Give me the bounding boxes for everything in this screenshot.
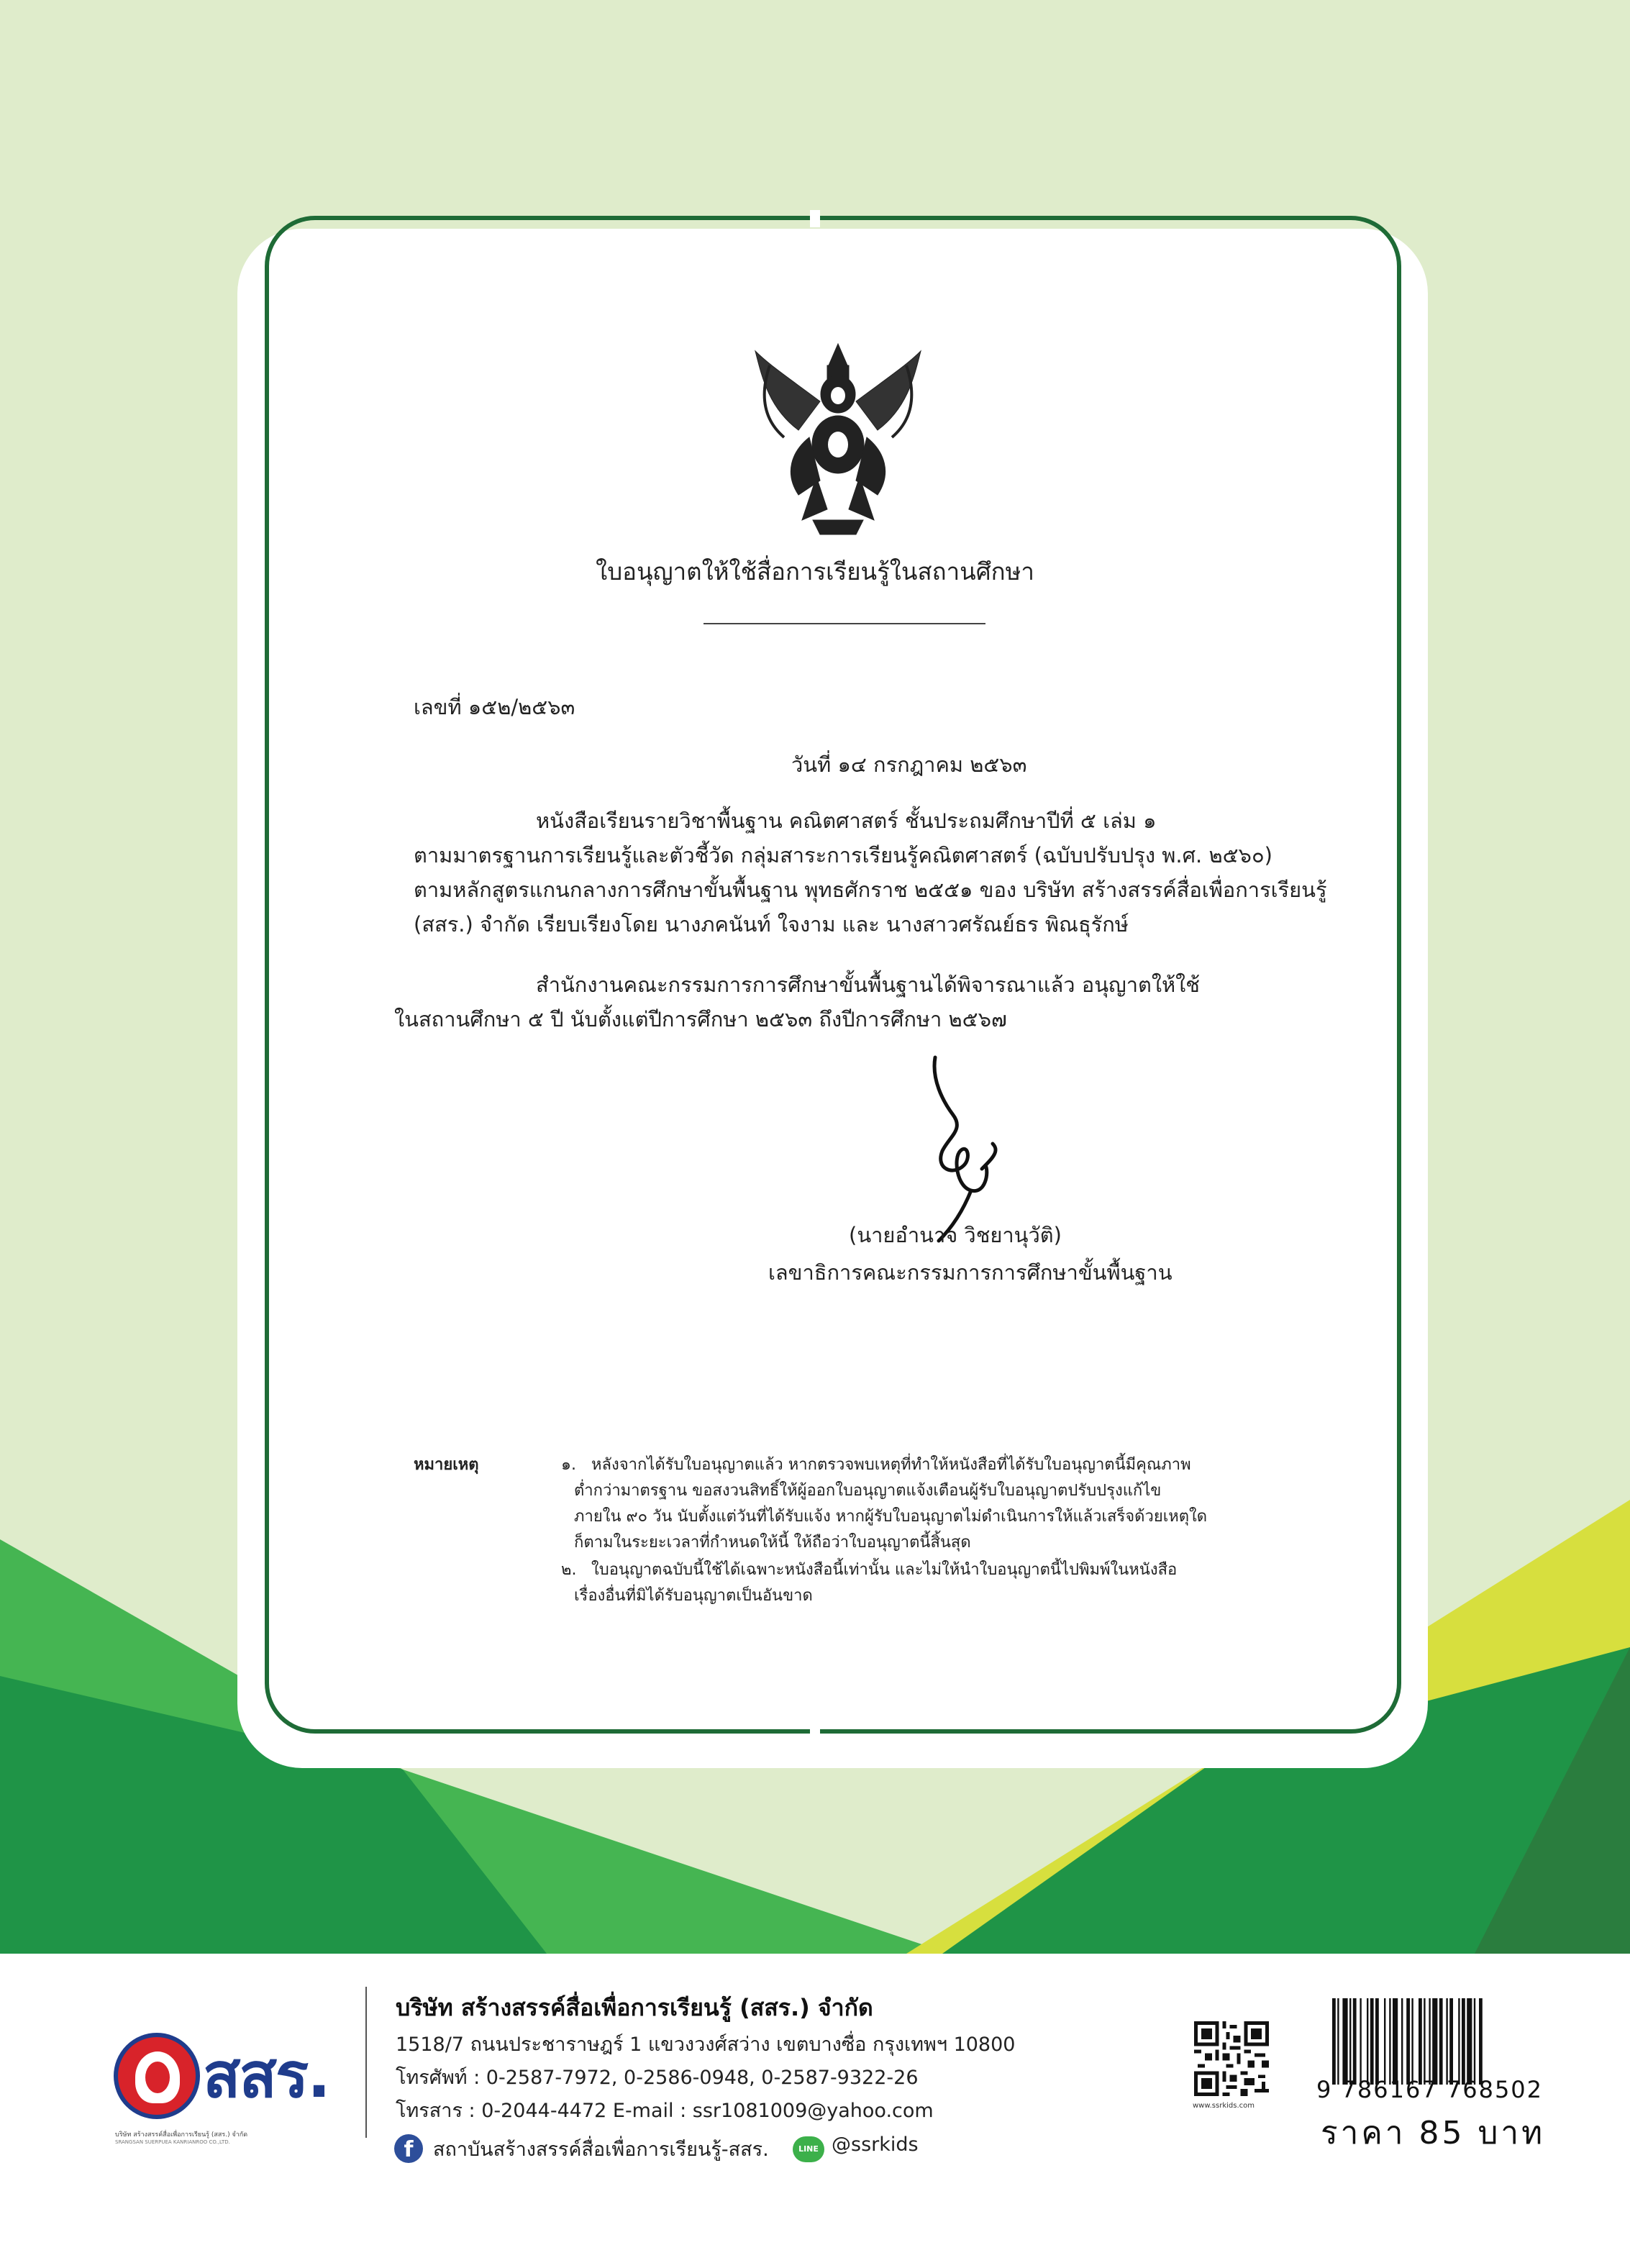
publisher-logo-icon <box>114 2033 200 2119</box>
line-id: @ssrkids <box>832 2133 919 2156</box>
barcode-bar <box>1353 1998 1357 2085</box>
signer-title: เลขาธิการคณะกรรมการการศึกษาขั้นพื้นฐาน <box>768 1260 1173 1285</box>
note-label: หมายเหตุ <box>414 1456 479 1474</box>
barcode-bar <box>1401 1998 1403 2085</box>
facebook-icon: f <box>394 2134 423 2163</box>
document-title: ใบอนุญาตให้ใช้สื่อการเรียนรู้ในสถานศึกษา <box>596 557 1034 586</box>
note-line: หลังจากได้รับใบอนุญาตแล้ว หากตรวจพบเหตุที่ทำให้หนังสือที่ได้รับใบอนุญาตนี้มีคุณภาพ <box>591 1456 1191 1474</box>
note-line: ภายใน ๙๐ วัน นับตั้งแต่วันที่ได้รับแจ้ง หากผู้รับใบอนุญาตไม่ดำเนินการให้แล้วเสร็จด้วยเหตุใด <box>574 1508 1208 1526</box>
book-price: ราคา 85 บาท <box>1321 2115 1546 2151</box>
isbn-number: 9 786167 768502 <box>1316 2076 1544 2103</box>
barcode-bar <box>1424 1998 1425 2085</box>
barcode-bar <box>1446 1998 1447 2085</box>
paragraph1-line: ตามมาตรฐานการเรียนรู้และตัวชี้วัด กลุ่มสาระการเรียนรู้คณิตศาสตร์ (ฉบับปรับปรุง พ.ศ. ๒๕๖๐) <box>414 843 1272 867</box>
isbn-barcode <box>1329 1998 1535 2085</box>
document-number: เลขที่ ๑๕๒/๒๕๖๓ <box>414 695 575 719</box>
barcode-bar <box>1474 1998 1475 2085</box>
barcode-bar <box>1479 1998 1483 2085</box>
note-number: ๑. <box>561 1456 576 1474</box>
barcode-bar <box>1349 1998 1351 2085</box>
barcode-bar <box>1375 1998 1379 2085</box>
barcode-bar <box>1393 1998 1398 2085</box>
note-line: เรื่องอื่นที่มิได้รับอนุญาตเป็นอันขาด <box>574 1587 813 1605</box>
publisher-logo-text: สสร. <box>203 2040 329 2112</box>
line-icon: LINE <box>793 2136 824 2162</box>
signature <box>914 1050 1029 1244</box>
barcode-bar <box>1462 1998 1465 2085</box>
barcode-bar <box>1384 1998 1385 2085</box>
barcode-bar <box>1360 1998 1361 2085</box>
barcode-bar <box>1429 1998 1430 2085</box>
document-date: วันที่ ๑๔ กรกฎาคม ๒๕๖๓ <box>791 752 1027 777</box>
paragraph1-line: หนังสือเรียนรายวิชาพื้นฐาน คณิตศาสตร์ ชั้นประถมศึกษาปีที่ ๕ เล่ม ๑ <box>536 809 1157 833</box>
barcode-bar <box>1337 1998 1339 2085</box>
paragraph1-line: ตามหลักสูตรแกนกลางการศึกษาขั้นพื้นฐาน พุทธศักราช ๒๕๕๑ ของ บริษัท สร้างสรรค์สื่อเพื่อการเรียนรู้ <box>414 878 1327 902</box>
company-address: 1518/7 ถนนประชาราษฎร์ 1 แขวงวงศ์สว่าง เขตบางซื่อ กรุงเทพฯ 10800 <box>396 2034 1016 2056</box>
note-line: ต่ำกว่ามาตรฐาน ขอสงวนสิทธิ์ให้ผู้ออกใบอนุญาตแจ้งเตือนผู้รับใบอนุญาตปรับปรุงแก้ไข <box>574 1482 1162 1500</box>
note-line: ก็ตามในระยะเวลาที่กำหนดให้นี้ ให้ถือว่าใบอนุญาตนี้สิ้นสุด <box>574 1534 971 1552</box>
barcode-bar <box>1411 1998 1413 2085</box>
barcode-bar <box>1432 1998 1437 2085</box>
company-fax-email: โทรสาร : 0-2044-4472 E-mail : ssr1081009@yahoo.com <box>396 2100 934 2122</box>
barcode-bar <box>1419 1998 1422 2085</box>
barcode-bar <box>1449 1998 1453 2085</box>
barcode-bar <box>1406 1998 1410 2085</box>
paragraph2-line: ในสถานศึกษา ๕ ปี นับตั้งแต่ปีการศึกษา ๒๕๖๓ ถึงปีการศึกษา ๒๕๖๗ <box>394 1007 1007 1031</box>
frame-notch-top <box>810 210 820 227</box>
barcode-bar <box>1342 1998 1347 2085</box>
barcode-bar <box>1370 1998 1374 2085</box>
footer-divider <box>365 1987 367 2138</box>
note-number: ๒. <box>561 1561 577 1579</box>
signer-name: (นายอำนาจ วิชยานุวัติ) <box>849 1223 1062 1247</box>
company-name: บริษัท สร้างสรรค์สื่อเพื่อการเรียนรู้ (สสร.) จำกัด <box>396 1994 873 2021</box>
barcode-bar <box>1458 1998 1460 2085</box>
barcode-bar <box>1332 1998 1336 2085</box>
title-underline <box>704 623 985 624</box>
website-url: www.ssrkids.com <box>1193 2102 1255 2110</box>
qr-code-icon <box>1194 2021 1269 2096</box>
garuda-emblem-icon <box>741 337 935 538</box>
facebook-page: สถาบันสร้างสรรค์สื่อเพื่อการเรียนรู้-สสร. <box>433 2139 769 2161</box>
paragraph2-line: สำนักงานคณะกรรมการการศึกษาขั้นพื้นฐานได้พิจารณาแล้ว อนุญาตให้ใช้ <box>536 973 1200 997</box>
note-line: ใบอนุญาตฉบับนี้ใช้ได้เฉพาะหนังสือนี้เท่านั้น และไม่ให้นำใบอนุญาตนี้ไปพิมพ์ในหนังสือ <box>591 1561 1178 1579</box>
publisher-logo-subtext: บริษัท สร้างสรรค์สื่อเพื่อการเรียนรู้ (สสร.) จำกัด <box>115 2131 248 2139</box>
company-phone: โทรศัพท์ : 0-2587-7972, 0-2586-0948, 0-2587-9322-26 <box>396 2067 919 2089</box>
frame-notch-bottom <box>810 1722 820 1739</box>
publisher-logo-subtext-en: SRANGSAN SUERPUEA KANRIANROO CO.,LTD. <box>115 2139 230 2145</box>
barcode-bar <box>1467 1998 1472 2085</box>
barcode-bar <box>1439 1998 1443 2085</box>
barcode-bar <box>1367 1998 1368 2085</box>
paragraph1-line: (สสร.) จำกัด เรียบเรียงโดย นางภคนันท์ ใจงาม และ นางสาวศรัณย์ธร พิณธุรักษ์ <box>414 912 1129 937</box>
barcode-bar <box>1389 1998 1390 2085</box>
